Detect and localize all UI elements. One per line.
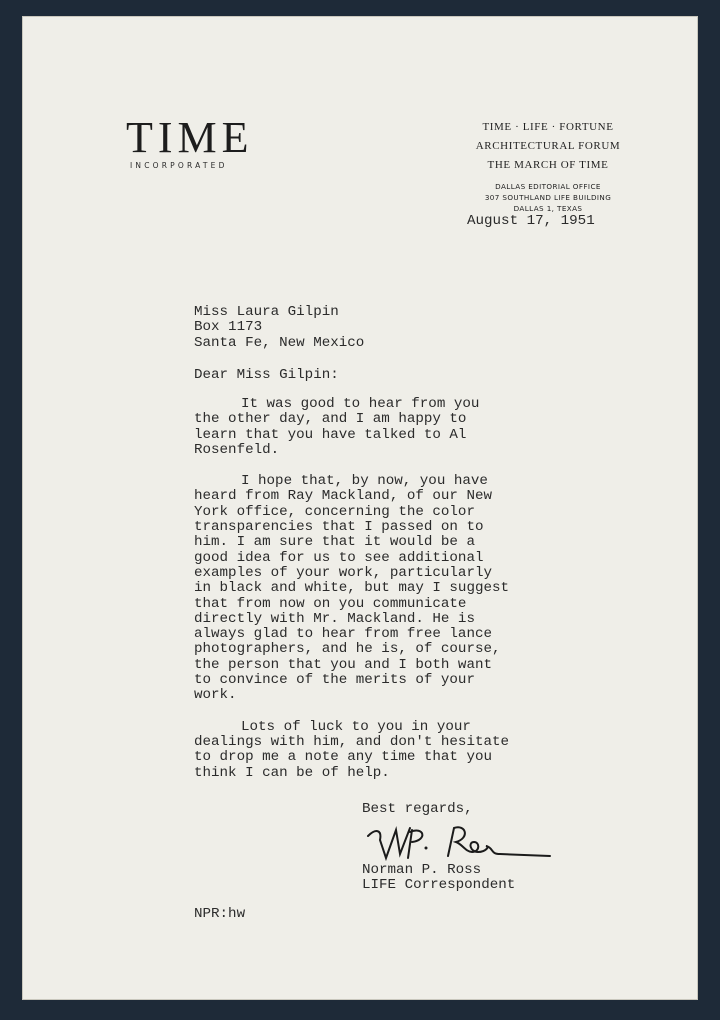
signer-name: Norman P. Ross xyxy=(362,862,482,878)
recipient-address xyxy=(194,305,364,351)
paragraph: It was good to hear from you the other day, and I am happy to learn that you have talked to Al Rosenfeld. xyxy=(194,396,480,458)
recipient-name: Miss Laura Gilpin xyxy=(194,304,339,320)
paragraph: I hope that, by now, you have heard from Ray Mackland, of our New York office, concerning the color transparencies that I passed on to him. I am sure that it would be a good idea for us to see additional examples of your work, particularly in black and white, but may I suggest that from now on you communicate directly with Mr. Mackland. He is always glad to hear from free lance photographers, and he is, of course, the person that you and I both want to convince of the merits of your work. xyxy=(194,473,510,704)
office-line: DALLAS 1, TEXAS xyxy=(513,204,583,213)
handwritten-signature xyxy=(362,818,554,866)
reference-initials: NPR:hw xyxy=(194,906,246,922)
recipient-city: Santa Fe, New Mexico xyxy=(194,334,365,351)
march-line: THE MARCH OF TIME xyxy=(487,159,609,171)
office-line: DALLAS EDITORIAL OFFICE xyxy=(495,182,601,191)
signature-block xyxy=(362,863,515,894)
closing: Best regards, xyxy=(362,801,473,817)
signer-title: LIFE Correspondent xyxy=(362,877,516,894)
publications-line: TIME · LIFE · FORTUNE xyxy=(482,121,614,133)
office-line: 307 SOUTHLAND LIFE BUILDING xyxy=(484,193,612,202)
logo-subtitle: INCORPORATED xyxy=(130,161,228,170)
letter-body xyxy=(194,397,554,797)
paragraph: Lots of luck to you in your dealings with him, and don't hesitate to drop me a note any time that you think I can be of help. xyxy=(194,718,510,781)
masthead xyxy=(452,118,644,214)
salutation: Dear Miss Gilpin: xyxy=(194,367,339,383)
letter-date: August 17, 1951 xyxy=(467,213,595,229)
time-logo: TIME xyxy=(126,113,254,162)
office-address xyxy=(452,181,644,214)
forum-line: ARCHITECTURAL FORUM xyxy=(475,140,621,152)
recipient-box: Box 1173 xyxy=(194,319,263,336)
